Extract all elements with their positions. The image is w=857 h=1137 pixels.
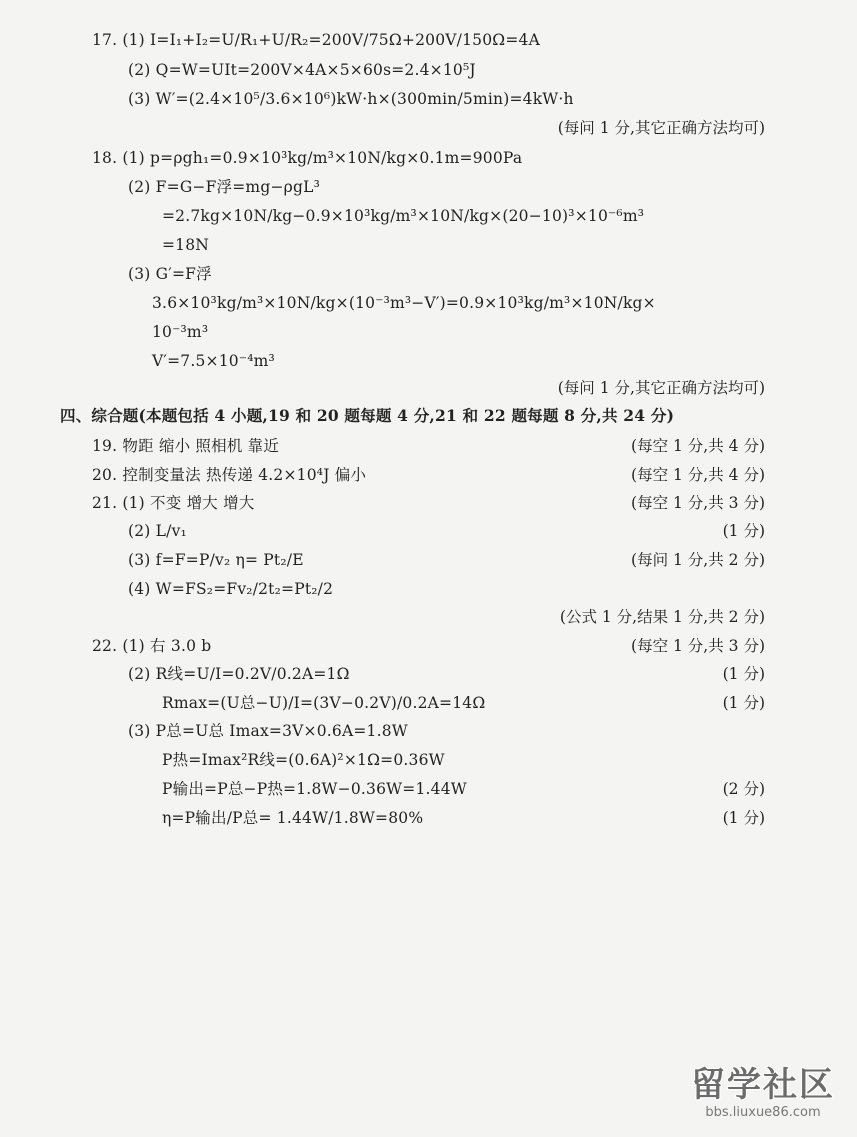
q22-score-7: (1 分) <box>722 809 765 827</box>
q18-scoring-note: (每问 1 分,其它正确方法均可) <box>557 379 765 397</box>
q22-score-3: (1 分) <box>722 694 765 712</box>
q18-line-2: (2) F=G−F浮=mg−ρgL³ <box>128 178 320 196</box>
q22-score-6: (2 分) <box>722 780 765 798</box>
site-watermark <box>683 1065 843 1129</box>
watermark-url: bbs.liuxue86.com <box>705 1105 821 1120</box>
q17-line-2: (2) Q=W=UIt=200V×4A×5×60s=2.4×10⁵J <box>128 61 476 79</box>
q18-line-1: 18. (1) p=ρgh₁=0.9×10³kg/m³×10N/kg×0.1m=900Pa <box>92 149 523 167</box>
q22-line-4: (3) P总=U总 Imax=3V×0.6A=1.8W <box>128 722 408 740</box>
q22-line-1: 22. (1) 右 3.0 b <box>92 637 212 655</box>
q22-score-1: (每空 1 分,共 3 分) <box>631 637 765 655</box>
q20-score: (每空 1 分,共 4 分) <box>631 466 765 484</box>
q22-line-7: η=P输出/P总= 1.44W/1.8W=80% <box>162 809 424 827</box>
q21-score-2: (1 分) <box>722 522 765 540</box>
watermark-logo: 留学社区 <box>691 1065 835 1105</box>
q21-line-1: 21. (1) 不变 增大 增大 <box>92 494 255 512</box>
q22-line-6: P输出=P总−P热=1.8W−0.36W=1.44W <box>162 780 467 798</box>
q18-line-3: =2.7kg×10N/kg−0.9×10³kg/m³×10N/kg×(20−10)³×10⁻⁶m³ <box>162 207 645 225</box>
q18-line-4: =18N <box>162 236 210 254</box>
q21-score-3: (每问 1 分,共 2 分) <box>631 551 765 569</box>
q22-line-5: P热=Imax²R线=(0.6A)²×1Ω=0.36W <box>162 751 445 769</box>
q17-scoring-note: (每问 1 分,其它正确方法均可) <box>557 119 765 137</box>
q19-score: (每空 1 分,共 4 分) <box>631 437 765 455</box>
q18-line-8: V′=7.5×10⁻⁴m³ <box>152 352 275 370</box>
q21-scoring-note: (公式 1 分,结果 1 分,共 2 分) <box>559 608 765 626</box>
q17-line-3: (3) W′=(2.4×10⁵/3.6×10⁶)kW·h×(300min/5min)=4kW·h <box>128 90 574 108</box>
q21-line-2: (2) L/v₁ <box>128 522 187 540</box>
q21-line-4: (4) W=FS₂=Fv₂/2t₂=Pt₂/2 <box>128 580 334 598</box>
q21-line-3: (3) f=F=P/v₂ η= Pt₂/E <box>128 551 304 569</box>
q20-answers: 20. 控制变量法 热传递 4.2×10⁴J 偏小 <box>92 466 367 484</box>
q19-answers: 19. 物距 缩小 照相机 靠近 <box>92 437 280 455</box>
q22-score-2: (1 分) <box>722 665 765 683</box>
q22-line-3: Rmax=(U总−U)/I=(3V−0.2V)/0.2A=14Ω <box>162 694 486 712</box>
q21-score-1: (每空 1 分,共 3 分) <box>631 494 765 512</box>
section-heading: 四、综合题(本题包括 4 小题,19 和 20 题每题 4 分,21 和 22 题每题 8 分,共 24 分) <box>60 406 675 425</box>
q22-line-2: (2) R线=U/I=0.2V/0.2A=1Ω <box>128 665 350 683</box>
q17-line-1: 17. (1) I=I₁+I₂=U/R₁+U/R₂=200V/75Ω+200V/150Ω=4A <box>92 31 540 49</box>
q18-line-6: 3.6×10³kg/m³×10N/kg×(10⁻³m³−V′)=0.9×10³kg/m³×10N/kg× <box>152 294 656 312</box>
q18-line-5: (3) G′=F浮 <box>128 265 212 283</box>
q18-line-7: 10⁻³m³ <box>152 323 209 341</box>
